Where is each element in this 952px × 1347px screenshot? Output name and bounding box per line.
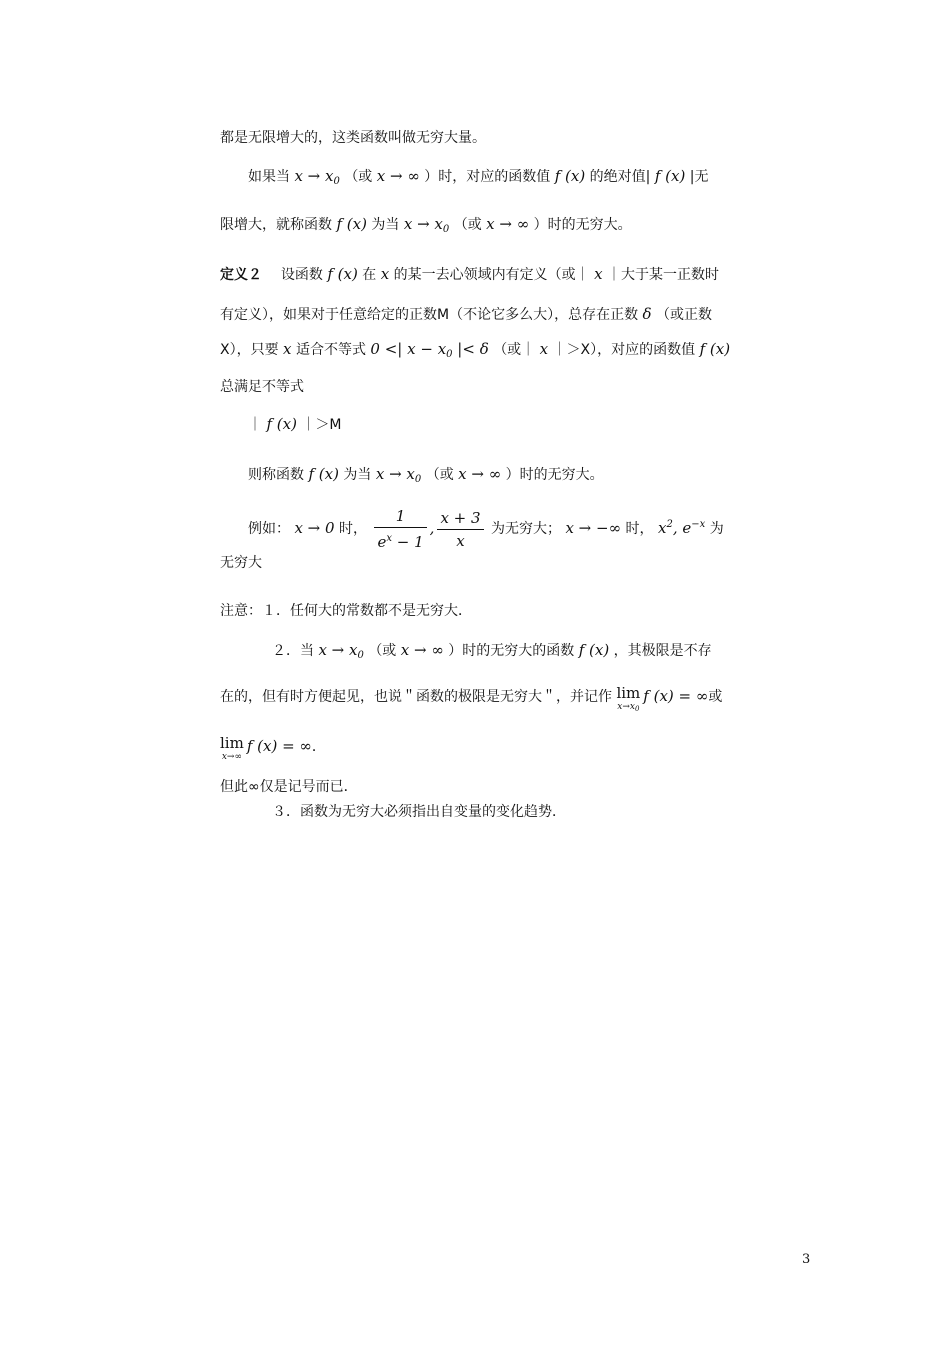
math: x [594,265,603,283]
text: （或 [344,169,373,185]
math: , [429,519,435,537]
text-line [248,166,709,192]
math: f (x) [308,465,339,483]
math: x → ∞ [376,167,420,185]
text: |无 [689,169,709,185]
math: f (x) [336,215,367,233]
text: ，其极限是不存 [613,643,712,659]
text: 则称函数 [248,467,304,483]
text-line: ３．函数为无穷大必须指出自变量的变化趋势． [272,804,566,820]
math: x [380,265,390,283]
text: 时， [339,521,368,537]
math: 0 <| $x - x_0$ |< δ [370,340,489,360]
text-line: 都是无限增大的，这类函数叫做无穷大量。 [220,130,486,146]
math: f (x) [266,415,297,433]
text: 为无穷大； [491,521,561,537]
text: 例如： [248,521,290,537]
text-line [220,304,712,325]
text: 设函数 [280,267,323,283]
math: x → ∞ [458,465,502,483]
math: = ∞ [673,687,709,705]
math: $x \to x_0$ [318,641,364,661]
math: f (x) [578,641,610,659]
text: （或 [453,217,482,233]
text: 的绝对值| [589,169,651,185]
text-line [220,339,730,365]
text: ）时的无穷大。 [505,467,604,483]
text: 为当 [343,467,372,483]
text: （或｜ [493,342,536,358]
text: ． [311,739,326,755]
text-line [248,414,341,435]
text: （或 [368,643,397,659]
math: δ [642,305,652,323]
math: f (x) [699,340,731,358]
math: x → ∞ [400,641,444,659]
text-line [220,686,722,716]
math: x [539,340,549,358]
text-line: 但此∞仅是记号而已． [220,779,358,795]
math: $x \to x_0$ [375,465,422,485]
text: 如果当 [248,169,290,185]
text-line [220,736,326,764]
math: f (x) [654,167,686,185]
fraction: $\frac{1}{e^x - 1}$ [374,507,426,551]
text: 为当 [371,217,400,233]
math: f (x) [246,737,278,755]
text: 在 [362,267,377,283]
page-number: 3 [802,1252,811,1267]
text: 限增大，就称函数 [220,217,332,233]
text-line [248,502,724,552]
math: f (x) [643,687,674,705]
math: x → 0 [294,519,335,537]
text-line [248,464,604,490]
math: x → ∞ [486,215,530,233]
text-line [272,640,712,666]
text-line [220,214,632,240]
text-line: 总满足不等式 [220,379,304,395]
text: 有定义），如果对于任意给定的正数M（不论它多么大），总存在正数 [220,307,639,323]
text: 为 [709,521,724,537]
fraction: $\frac{x + 3}{x}$ [437,509,483,550]
text: ）时的无穷大的函数 [448,643,575,659]
limit: lim $x\to x_0$ [616,684,641,713]
text: ）时，对应的函数值 [424,169,551,185]
text: ｜ [248,417,262,433]
text: ２．当 [272,643,314,659]
text: （或正数 [656,307,713,323]
text: ｜＞X），对应的函数值 [552,342,696,358]
text: ｜＞M [301,417,342,433]
math: f (x) [554,167,586,185]
math: f (x) [327,265,358,283]
math: = ∞ [277,737,312,755]
definition-label: 定义２ [220,267,262,283]
text: 时， [625,521,654,537]
math: $x \to x_0$ [403,215,450,235]
math: $x^2$, $e^{-x}$ [658,519,706,537]
text: （或 [425,467,454,483]
text: ｜大于某一正数时 [607,267,720,283]
text-line: 注意：１．任何大的常数都不是无穷大． [220,603,472,619]
text-line [220,264,719,285]
text: ）时的无穷大。 [533,217,632,233]
math: $x \to x_0$ [294,167,340,187]
text: X），只要 [220,342,279,358]
text-line: 无穷大 [220,555,262,571]
math: x [283,340,292,358]
math: x → −∞ [565,519,622,537]
text: 在的，但有时方便起见，也说＂函数的极限是无穷大＂，并记作 [220,689,612,705]
text: 或 [708,689,723,705]
text: 适合不等式 [295,342,366,358]
text: 的某一去心领域内有定义（或｜ [393,267,590,283]
limit: lim x→∞ [220,734,244,762]
